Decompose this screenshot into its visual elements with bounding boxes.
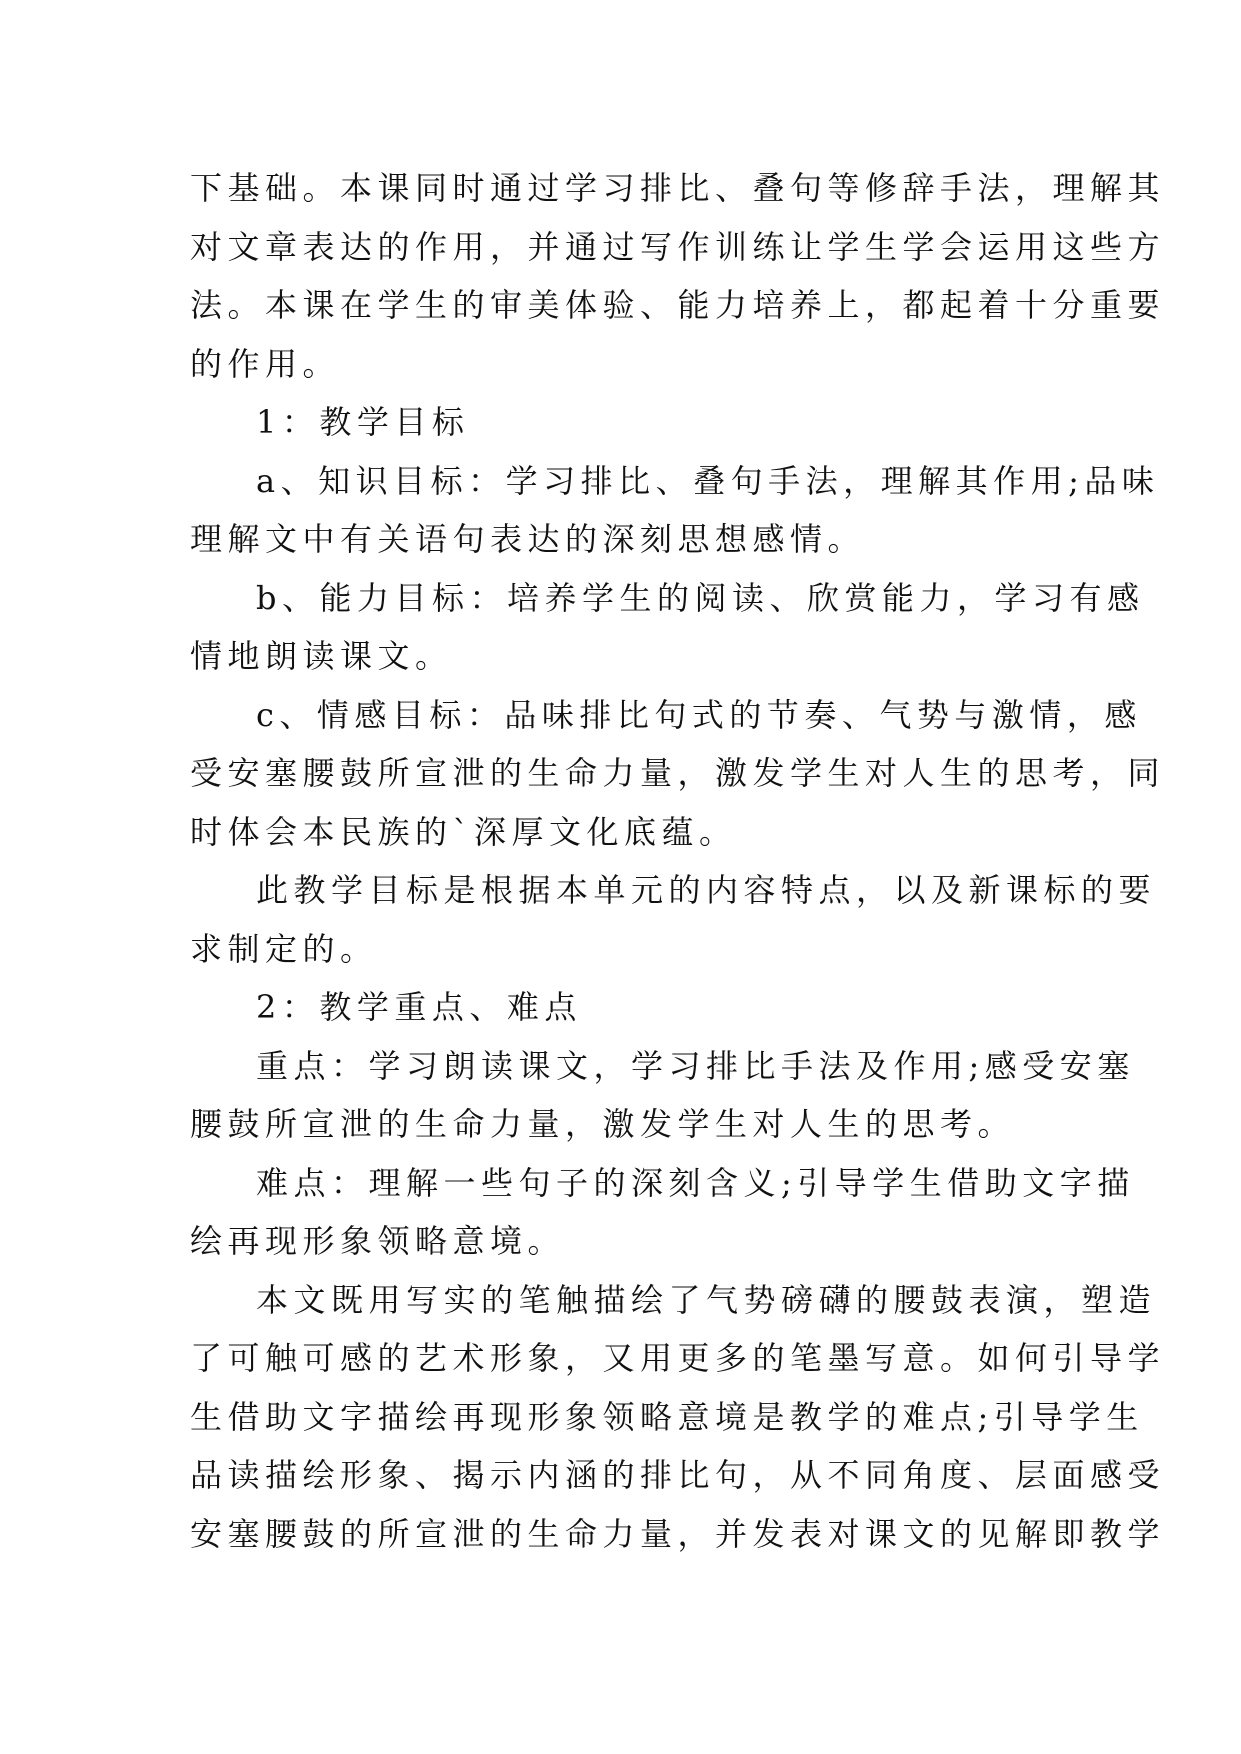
text-line: 对文章表达的作用，并通过写作训练让学生学会运用这些方 xyxy=(190,227,1166,266)
text-line: 受安塞腰鼓所宣泄的生命力量，激发学生对人生的思考，同 xyxy=(190,754,1166,792)
text-line: 此教学目标是根据本单元的内容特点，以及新课标的要 xyxy=(256,871,1157,909)
text-line: 安塞腰鼓的所宣泄的生命力量，并发表对课文的见解即教学 xyxy=(190,1514,1166,1553)
text-line: 的作用。 xyxy=(190,344,341,383)
text-line: 生借助文字描绘再现形象领略意境是教学的难点;引导学生 xyxy=(190,1397,1144,1436)
text-line: a、知识目标：学习排比、叠句手法，理解其作用;品味 xyxy=(256,461,1160,500)
text-line: 品读描绘形象、揭示内涵的排比句，从不同角度、层面感受 xyxy=(190,1456,1166,1494)
text-line: 绘再现形象领略意境。 xyxy=(190,1222,566,1260)
text-line: 了可触可感的艺术形象，又用更多的笔墨写意。如何引导学 xyxy=(190,1339,1166,1377)
document-body xyxy=(190,159,1166,1563)
section-heading-key-points: 2：教学重点、难点 xyxy=(256,988,582,1026)
text-line: c、情感目标：品味排比句式的节奏、气势与激情，感 xyxy=(256,695,1142,734)
text-line: 难点：理解一些句子的深刻含义;引导学生借助文字描 xyxy=(256,1163,1135,1202)
text-line: 法。本课在学生的审美体验、能力培养上，都起着十分重要 xyxy=(190,286,1166,324)
text-line: 理解文中有关语句表达的深刻思想感情。 xyxy=(190,520,866,558)
section-heading-objectives: 1：教学目标 xyxy=(256,403,470,441)
text-line: 重点：学习朗读课文，学习排比手法及作用;感受安塞 xyxy=(256,1046,1135,1085)
text-line: 下基础。本课同时通过学习排比、叠句等修辞手法，理解其 xyxy=(190,169,1166,207)
text-line: 情地朗读课文。 xyxy=(190,637,453,675)
text-line: 求制定的。 xyxy=(190,929,378,968)
text-line: 时体会本民族的`深厚文化底蕴。 xyxy=(190,812,737,851)
text-line: 本文既用写实的笔触描绘了气势磅礴的腰鼓表演，塑造 xyxy=(256,1280,1157,1319)
text-line: 腰鼓所宣泄的生命力量，激发学生对人生的思考。 xyxy=(190,1105,1016,1143)
text-line: b、能力目标：培养学生的阅读、欣赏能力，学习有感 xyxy=(256,578,1145,617)
